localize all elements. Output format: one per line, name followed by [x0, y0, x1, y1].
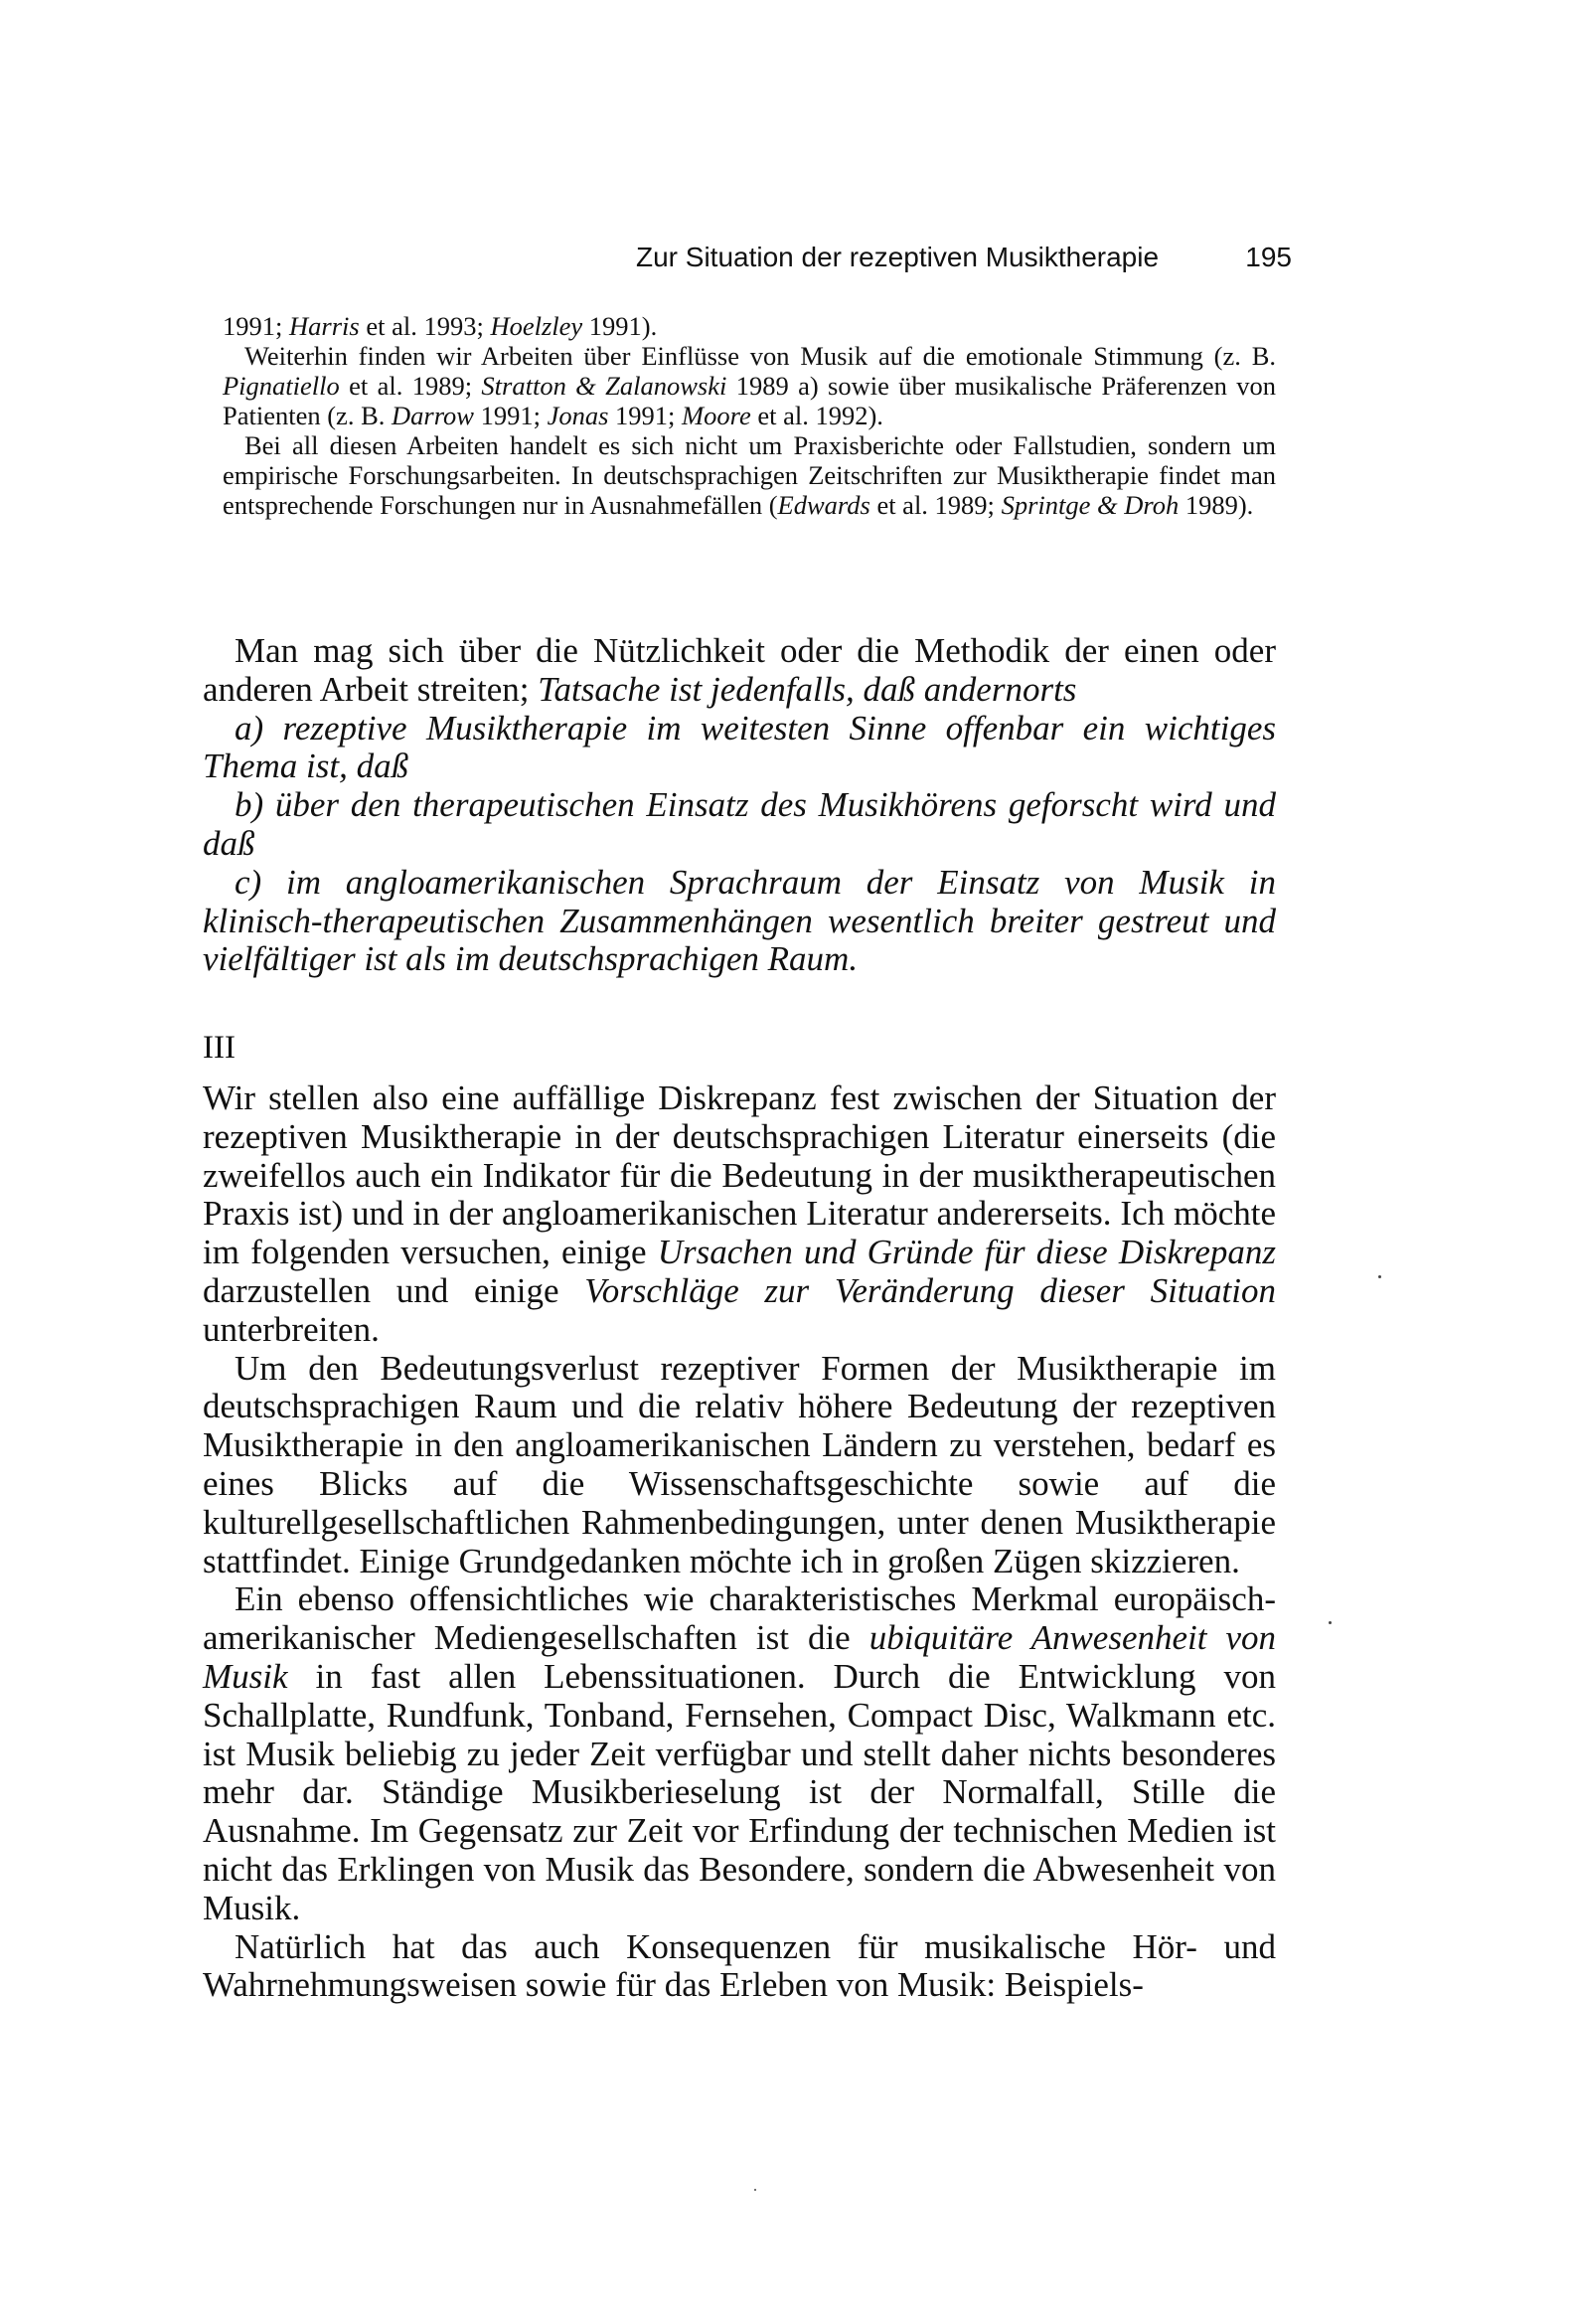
text-run: 1989).: [1179, 490, 1254, 520]
author-name: Darrow: [392, 401, 474, 430]
text-run: Weiterhin finden wir Arbeiten über Einflüsse von Musik auf die emotionale Stimmung (z. B.: [244, 341, 1276, 371]
author-name: Sprintge & Droh: [1001, 490, 1180, 520]
running-header: [636, 242, 1292, 273]
text-run: et al. 1989;: [869, 490, 1002, 520]
text-run: Wir stellen also eine auffällige Diskrepanz fest zwischen der Situation der rezeptiven Musiktherapie in der deutschsprachigen Literatur einerseits (die zweifellos auch ein Indikator für die Bedeutung in der musiktherapeutischen Praxis ist) und in der angloamerikanischen Literatur andererseits. Ich möchte im folgenden versuchen, einige: [203, 1079, 1276, 1272]
page-number: 195: [1245, 242, 1292, 272]
text-run: 1991).: [582, 311, 658, 341]
citation-paragraph-2: [223, 341, 1276, 430]
citation-paragraph-3: [223, 430, 1276, 520]
body-paragraph-1: [203, 1079, 1276, 1350]
text-run: 1991;: [473, 401, 548, 430]
emphasis-text: ubiquitäre Anwesenheit von Musik: [203, 1618, 1276, 1696]
text-run: et al. 1992).: [750, 401, 883, 430]
author-name: Hoelzley: [490, 311, 583, 341]
scan-speck: [1378, 1275, 1381, 1278]
scan-speck: [754, 2189, 756, 2191]
conclusion-intro: [203, 632, 1276, 710]
text-run: in fast allen Lebenssituationen. Durch die Entwicklung von Schallplatte, Rundfunk, Tonband, Fernsehen, Compact Disc, Walkmann etc. ist Musik beliebig zu jeder Zeit verfügbar und stellt daher nichts besonderes mehr dar. Ständige Musikberieselung ist der Normalfall, Stille die Ausnahme. Im Gegensatz zur Zeit vor Erfindung der technischen Medien ist nicht das Erklingen von Musik das Besondere, sondern die Abwesenheit von Musik.: [203, 1656, 1276, 1927]
text-run: 1991;: [223, 311, 289, 341]
citation-paragraph-1: [223, 311, 1276, 341]
author-name: Pignatiello: [223, 371, 340, 401]
body-paragraph-4: Natürlich hat das auch Konsequenzen für musikalische Hör- und Wahrnehmungsweisen sowie für das Erleben von Musik: Beispiels-: [203, 1926, 1276, 2005]
citation-block: [223, 311, 1276, 520]
text-run: darzustellen und einige: [203, 1270, 585, 1310]
text-run: unterbreiten.: [203, 1309, 380, 1349]
conclusion-point-a: a) rezeptive Musiktherapie im weitesten Sinne offenbar ein wichtiges Thema ist, daß: [203, 708, 1276, 786]
running-title: Zur Situation der rezeptiven Musiktherapie: [636, 242, 1160, 272]
emphasis-text: Vorschläge zur Veränderung dieser Situation: [584, 1270, 1276, 1310]
conclusion-point-b: b) über den therapeutischen Einsatz des Musikhörens geforscht wird und daß: [203, 785, 1276, 863]
body-paragraph-2: Um den Bedeutungsverlust rezeptiver Formen der Musiktherapie im deutschsprachigen Raum und die relativ höhere Bedeutung der rezeptiven Musiktherapie in den angloamerikanischen Ländern zu verstehen, bedarf es eines Blicks auf die Wissenschaftsgeschichte sowie auf die kulturellgesellschaftlichen Rahmenbedingungen, unter denen Musiktherapie stattfindet. Einige Grundgedanken möchte ich in großen Zügen skizzieren.: [203, 1348, 1276, 1580]
main-text: [203, 1079, 1276, 2005]
author-name: Jonas: [547, 401, 609, 430]
text-run: Bei all diesen Arbeiten handelt es sich nicht um Praxisberichte oder Fallstudien, sondern um empirische Forschungsarbeiten. In deutschsprachigen Zeitschriften zur Musiktherapie findet man entsprechende Forschungen nur in Ausnahmefällen (: [223, 430, 1276, 520]
conclusion-point-c: c) im angloamerikanischen Sprachraum der Einsatz von Musik in klinisch-therapeutischen Zusammenhängen wesentlich breiter gestreut und vielfältiger ist als im deutschsprachigen Raum.: [203, 862, 1276, 979]
author-name: Harris: [289, 311, 360, 341]
text-run: 1989 a) sowie über musikalische Präferenzen von Patienten (z. B.: [223, 371, 1276, 430]
text-run: 1991;: [608, 401, 683, 430]
conclusion-block: [203, 632, 1276, 979]
author-name: Moore: [682, 401, 751, 430]
body-paragraph-3: [203, 1580, 1276, 1927]
text-run: Man mag sich über die Nützlichkeit oder die Methodik der einen oder anderen Arbeit streiten;: [203, 631, 1276, 709]
author-name: Stratton & Zalanowski: [481, 371, 727, 401]
text-run: Ein ebenso offensichtliches wie charakteristisches Merkmal europäisch-amerikanischer Mediengesellschaften ist die: [203, 1579, 1276, 1658]
emphasis-text: Tatsache ist jedenfalls, daß andernorts: [538, 669, 1077, 709]
text-run: et al. 1993;: [359, 311, 491, 341]
scan-speck: [1329, 1621, 1332, 1624]
author-name: Edwards: [777, 490, 870, 520]
text-run: et al. 1989;: [339, 371, 482, 401]
section-heading: III: [203, 1030, 236, 1066]
emphasis-text: Ursachen und Gründe für diese Diskrepanz: [657, 1233, 1276, 1272]
